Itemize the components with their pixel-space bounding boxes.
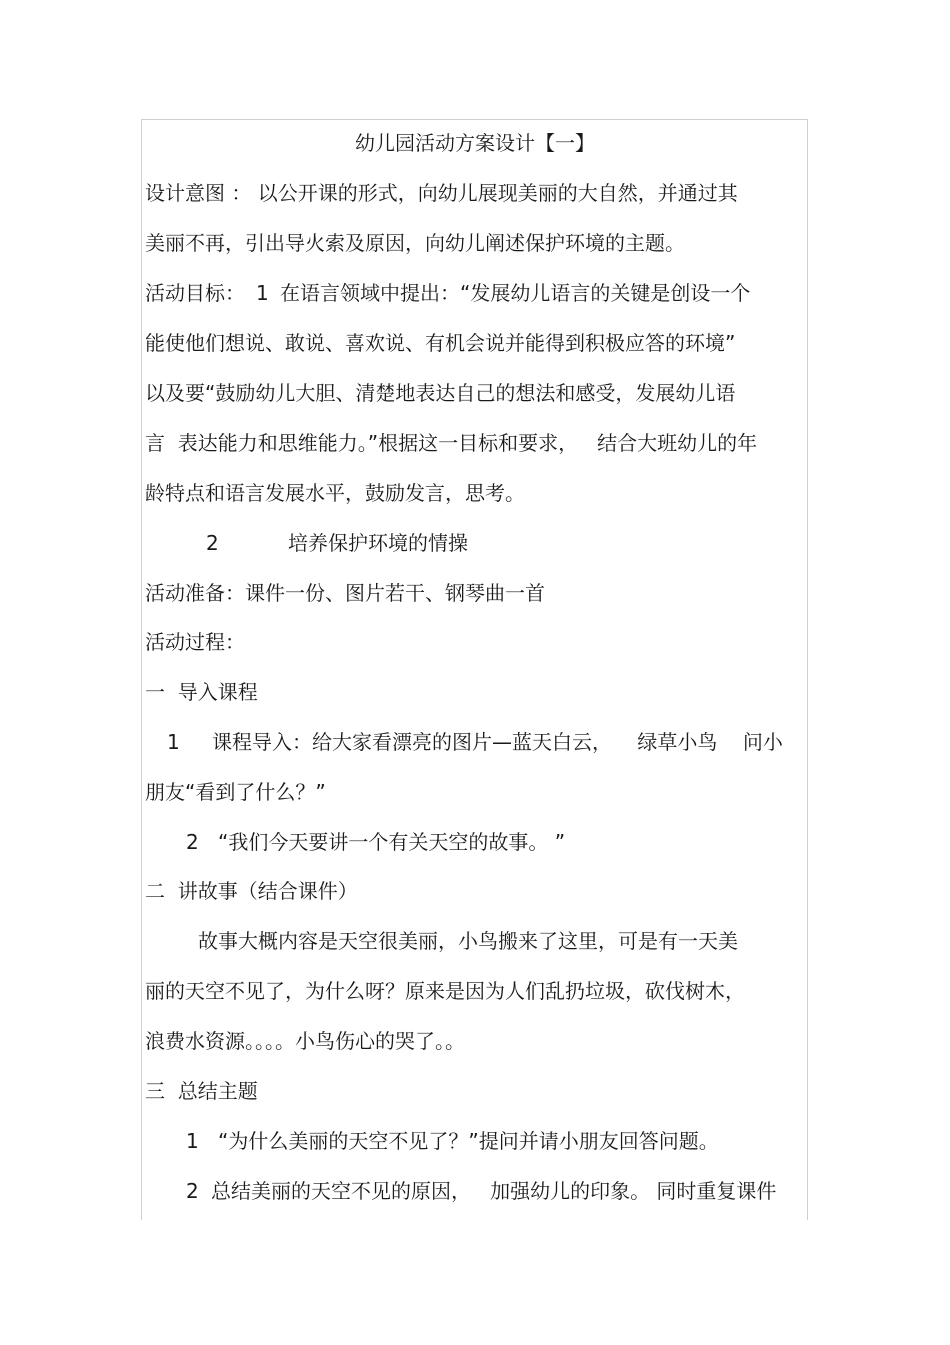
step-number-1: 1 <box>167 730 180 754</box>
activity-goal-line-3: 以及要“鼓励幼儿大胆、清楚地表达自己的想法和感受，发展幼儿语 <box>145 381 736 405</box>
design-intent-line-2: 美丽不再，引出导火索及原因，向幼儿阐述保护环境的主题。 <box>145 231 685 255</box>
activity-goal-line-1: 在语言领域中提出：“发展幼儿语言的关键是创设一个 <box>280 281 751 305</box>
step-2-text: “我们今天要讲一个有关天空的故事。 ” <box>218 830 566 854</box>
design-intent-line-1: 设计意图 ： 以公开课的形式，向幼儿展现美丽的大自然，并通过其 <box>145 181 738 205</box>
activity-goal-line-4: 言 表达能力和思维能力。”根据这一目标和要求， 结合大班幼儿的年 <box>145 431 758 455</box>
activity-goal-line-5: 龄特点和语言发展水平，鼓励发言，思考。 <box>145 481 525 505</box>
step-1-text-continued: 朋友“看到了什么？” <box>145 780 326 804</box>
story-line-3: 浪费水资源。。。。小鸟伤心的哭了。。 <box>145 1029 465 1053</box>
activity-goal-item-2: 培养保护环境的情操 <box>288 531 468 555</box>
summary-step-1-text: “为什么美丽的天空不见了？”提问并请小朋友回答问题。 <box>218 1129 719 1153</box>
activity-process-heading: 活动过程： <box>145 630 245 654</box>
section-heading-2: 二 讲故事（结合课件） <box>145 879 358 903</box>
activity-goal-line-2: 能使他们想说、敢说、喜欢说、有机会说并能得到积极应答的环境” <box>145 331 736 355</box>
step-1-text: 课程导入：给大家看漂亮的图片—蓝天白云， 绿草小鸟 问小 <box>212 730 783 754</box>
story-line-2: 丽的天空不见了，为什么呀？原来是因为人们乱扔垃圾，砍伐树木， <box>145 979 745 1003</box>
goal-item-number-1: 1 <box>256 281 269 305</box>
document-title: 幼儿园活动方案设计【一】 <box>355 131 595 155</box>
story-line-1: 故事大概内容是天空很美丽，小鸟搬来了这里，可是有一天美 <box>198 929 738 953</box>
section-heading-3: 三 总结主题 <box>145 1079 258 1103</box>
activity-preparation: 活动准备：课件一份、图片若干、钢琴曲一首 <box>145 581 545 605</box>
step-number-2: 2 <box>186 830 199 854</box>
activity-goal-label: 活动目标： <box>145 281 245 305</box>
goal-item-number-2: 2 <box>206 531 219 555</box>
summary-step-number-2: 2 <box>186 1179 199 1203</box>
section-heading-1: 一 导入课程 <box>145 680 258 704</box>
summary-step-number-1: 1 <box>186 1129 199 1153</box>
summary-step-2-text: 总结美丽的天空不见的原因， 加强幼儿的印象。 同时重复课件 <box>211 1179 777 1203</box>
